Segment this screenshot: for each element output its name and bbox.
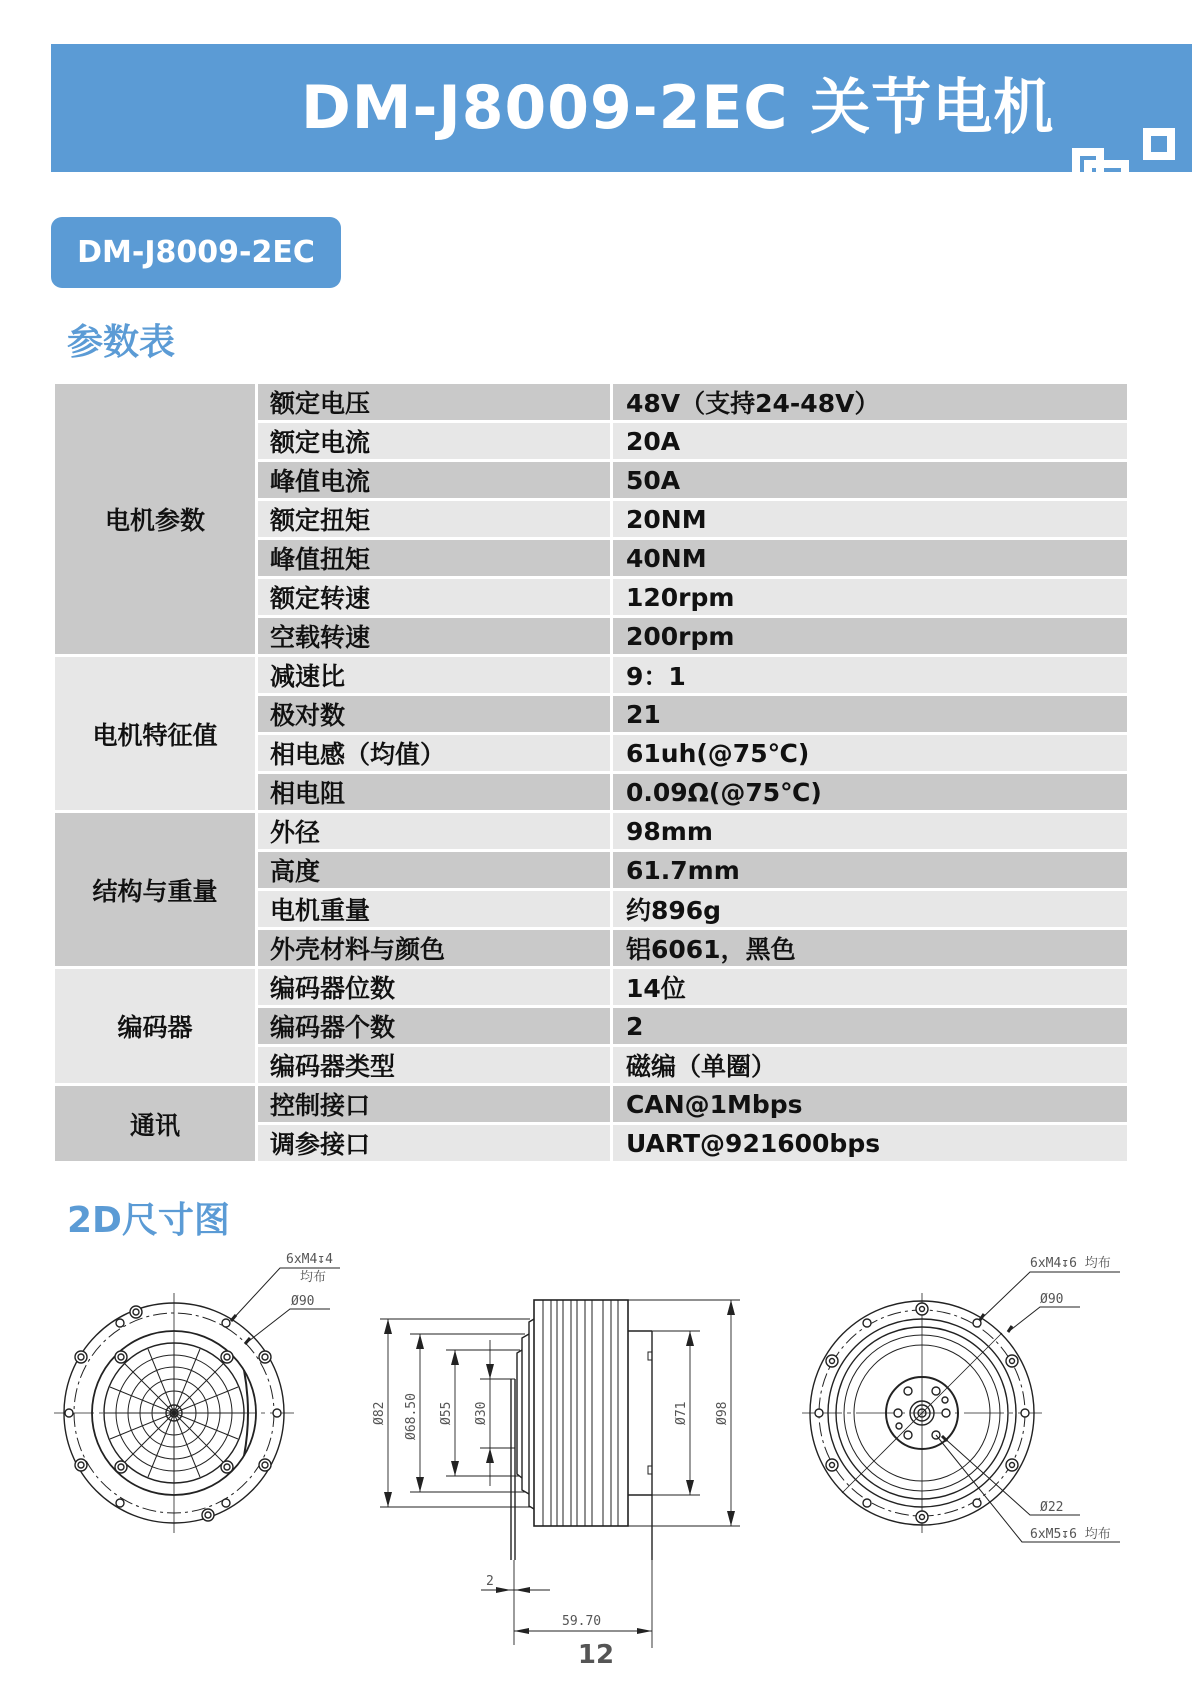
- param-label: 外径: [258, 813, 610, 849]
- param-value: 14位: [613, 969, 1127, 1005]
- param-label: 高度: [258, 852, 610, 888]
- param-value: 0.09Ω(@75℃): [613, 774, 1127, 810]
- param-label: 调参接口: [258, 1125, 610, 1161]
- front-outer-holes-callout: 6xM4↧6 均布: [1030, 1256, 1111, 1271]
- param-label: 额定扭矩: [258, 501, 610, 537]
- param-label: 相电阻: [258, 774, 610, 810]
- param-label: 编码器类型: [258, 1047, 610, 1083]
- param-section-title: 参数表: [67, 322, 176, 363]
- param-value: UART@921600bps: [613, 1125, 1127, 1161]
- dim-82: Ø82: [372, 1401, 387, 1425]
- param-label: 减速比: [258, 657, 610, 693]
- category-cell: 电机参数: [55, 384, 255, 654]
- param-label: 外壳材料与颜色: [258, 930, 610, 966]
- side-view-drawing: [380, 1300, 740, 1648]
- spec-table: [52, 381, 1130, 1164]
- category-cell: 结构与重量: [55, 813, 255, 966]
- table-row: [55, 384, 1127, 420]
- param-value: 2: [613, 1008, 1127, 1044]
- overlapping-squares-logo-icon: [1069, 112, 1179, 202]
- param-label: 额定电流: [258, 423, 610, 459]
- front-diameter-22-callout: Ø22: [1040, 1500, 1064, 1515]
- rear-holes-callout: 6xM4↧4: [286, 1252, 333, 1267]
- table-row: [55, 657, 1127, 693]
- dim-2: 2: [486, 1574, 494, 1589]
- table-row: [55, 1086, 1127, 1122]
- param-value: 200rpm: [613, 618, 1127, 654]
- dim-71: Ø71: [674, 1401, 689, 1425]
- page-title: DM-J8009-2EC 关节电机: [301, 73, 1055, 143]
- param-value: 48V（支持24-48V）: [613, 384, 1127, 420]
- param-label: 编码器位数: [258, 969, 610, 1005]
- param-label: 额定转速: [258, 579, 610, 615]
- param-label: 峰值扭矩: [258, 540, 610, 576]
- dim-68-50: Ø68.50: [404, 1393, 419, 1440]
- dim-59-70: 59.70: [562, 1614, 602, 1629]
- param-value: 50A: [613, 462, 1127, 498]
- rear-diameter-callout: Ø90: [291, 1294, 315, 1309]
- param-value: 40NM: [613, 540, 1127, 576]
- param-value: 20A: [613, 423, 1127, 459]
- param-value: 20NM: [613, 501, 1127, 537]
- category-cell: 电机特征值: [55, 657, 255, 810]
- param-value: 约896g: [613, 891, 1127, 927]
- param-value: 21: [613, 696, 1127, 732]
- category-cell: 编码器: [55, 969, 255, 1083]
- dimension-drawings: [0, 1240, 1192, 1660]
- param-value: 61uh(@75℃): [613, 735, 1127, 771]
- param-label: 相电感（均值）: [258, 735, 610, 771]
- param-label: 空载转速: [258, 618, 610, 654]
- param-label: 额定电压: [258, 384, 610, 420]
- param-value: 9：1: [613, 657, 1127, 693]
- dim-30: Ø30: [474, 1401, 489, 1425]
- rear-holes-callout-sub: 均布: [300, 1270, 327, 1285]
- drawing-section-title: 2D尺寸图: [67, 1200, 230, 1241]
- dim-98: Ø98: [715, 1401, 730, 1425]
- param-label: 电机重量: [258, 891, 610, 927]
- dim-55: Ø55: [439, 1401, 454, 1425]
- category-cell: 通讯: [55, 1086, 255, 1161]
- param-value: 120rpm: [613, 579, 1127, 615]
- param-value: 磁编（单圈）: [613, 1047, 1127, 1083]
- param-label: 极对数: [258, 696, 610, 732]
- page-number: 12: [577, 1640, 615, 1670]
- param-value: 61.7mm: [613, 852, 1127, 888]
- table-row: [55, 969, 1127, 1005]
- front-diameter-90-callout: Ø90: [1040, 1292, 1064, 1307]
- param-value: 98mm: [613, 813, 1127, 849]
- param-value: CAN@1Mbps: [613, 1086, 1127, 1122]
- param-label: 控制接口: [258, 1086, 610, 1122]
- model-badge: DM-J8009-2EC: [51, 217, 341, 288]
- param-label: 编码器个数: [258, 1008, 610, 1044]
- front-inner-holes-callout: 6xM5↧6 均布: [1030, 1527, 1111, 1542]
- header-bar: [51, 44, 1192, 172]
- param-label: 峰值电流: [258, 462, 610, 498]
- param-value: 铝6061，黑色: [613, 930, 1127, 966]
- front-view-drawing: [802, 1272, 1120, 1542]
- table-row: [55, 813, 1127, 849]
